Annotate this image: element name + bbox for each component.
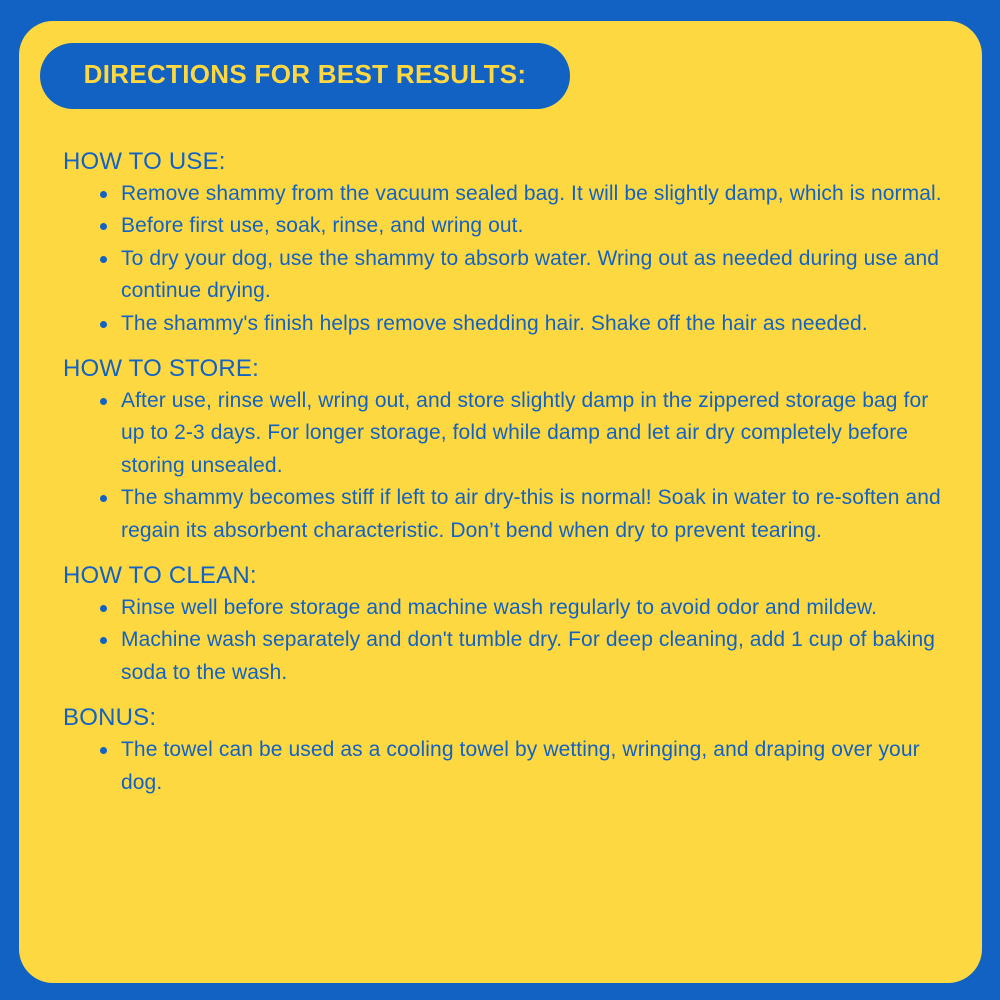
list-item bbox=[63, 308, 943, 340]
list-item bbox=[63, 592, 943, 624]
bullet-icon bbox=[100, 747, 107, 754]
list-item-text: The shammy's finish helps remove shedding hair. Shake off the hair as needed. bbox=[121, 311, 868, 335]
list-item-text: Machine wash separately and don't tumble dry. For deep cleaning, add 1 cup of baking soda to the wash. bbox=[121, 628, 936, 684]
section-title: HOW TO CLEAN: bbox=[63, 562, 257, 590]
directions-content bbox=[63, 146, 943, 812]
section-how-to-clean bbox=[63, 560, 943, 689]
section-title: HOW TO USE: bbox=[63, 148, 226, 175]
bullet-icon bbox=[100, 637, 107, 644]
bullet-icon bbox=[100, 605, 107, 612]
bullet-list bbox=[63, 592, 943, 689]
bullet-icon bbox=[100, 256, 107, 263]
list-item bbox=[63, 178, 943, 210]
bullet-list bbox=[63, 178, 943, 340]
list-item bbox=[63, 624, 943, 689]
list-item bbox=[63, 734, 943, 799]
section-how-to-use bbox=[63, 146, 943, 340]
bullet-icon bbox=[100, 223, 107, 230]
section-title: HOW TO STORE: bbox=[63, 355, 259, 383]
list-item-text: After use, rinse well, wring out, and store slightly damp in the zippered storage bag for up to 2-3 days. For longer storage, fold while damp and let air dry completely before storing unsealed. bbox=[121, 389, 929, 477]
list-item bbox=[63, 385, 943, 482]
bullet-icon bbox=[100, 495, 107, 502]
directions-card bbox=[19, 21, 982, 983]
list-item-text: The towel can be used as a cooling towel by wetting, wringing, and draping over your dog. bbox=[121, 738, 920, 794]
section-title: BONUS: bbox=[63, 704, 157, 732]
list-item-text: To dry your dog, use the shammy to absorb water. Wring out as needed during use and continue drying. bbox=[121, 246, 940, 303]
list-item-text: The shammy becomes stiff if left to air dry-this is normal! Soak in water to re-soften and regain its absorbent characteristic. Don’t bend when dry to prevent tearing. bbox=[121, 486, 941, 542]
bullet-list bbox=[63, 734, 943, 799]
section-bonus bbox=[63, 702, 943, 799]
bullet-icon bbox=[100, 398, 107, 405]
bullet-icon bbox=[100, 321, 107, 328]
list-item bbox=[63, 482, 943, 547]
page-title: DIRECTIONS FOR BEST RESULTS: bbox=[83, 58, 527, 89]
list-item bbox=[63, 210, 943, 242]
list-item bbox=[63, 243, 943, 308]
section-how-to-store bbox=[63, 353, 943, 547]
list-item-text: Rinse well before storage and machine wash regularly to avoid odor and mildew. bbox=[121, 596, 878, 620]
bullet-icon bbox=[100, 191, 107, 198]
list-item-text: Before first use, soak, rinse, and wring out. bbox=[121, 214, 524, 238]
header-pill bbox=[40, 43, 570, 109]
bullet-list bbox=[63, 385, 943, 547]
list-item-text: Remove shammy from the vacuum sealed bag. It will be slightly damp, which is normal. bbox=[121, 182, 942, 205]
